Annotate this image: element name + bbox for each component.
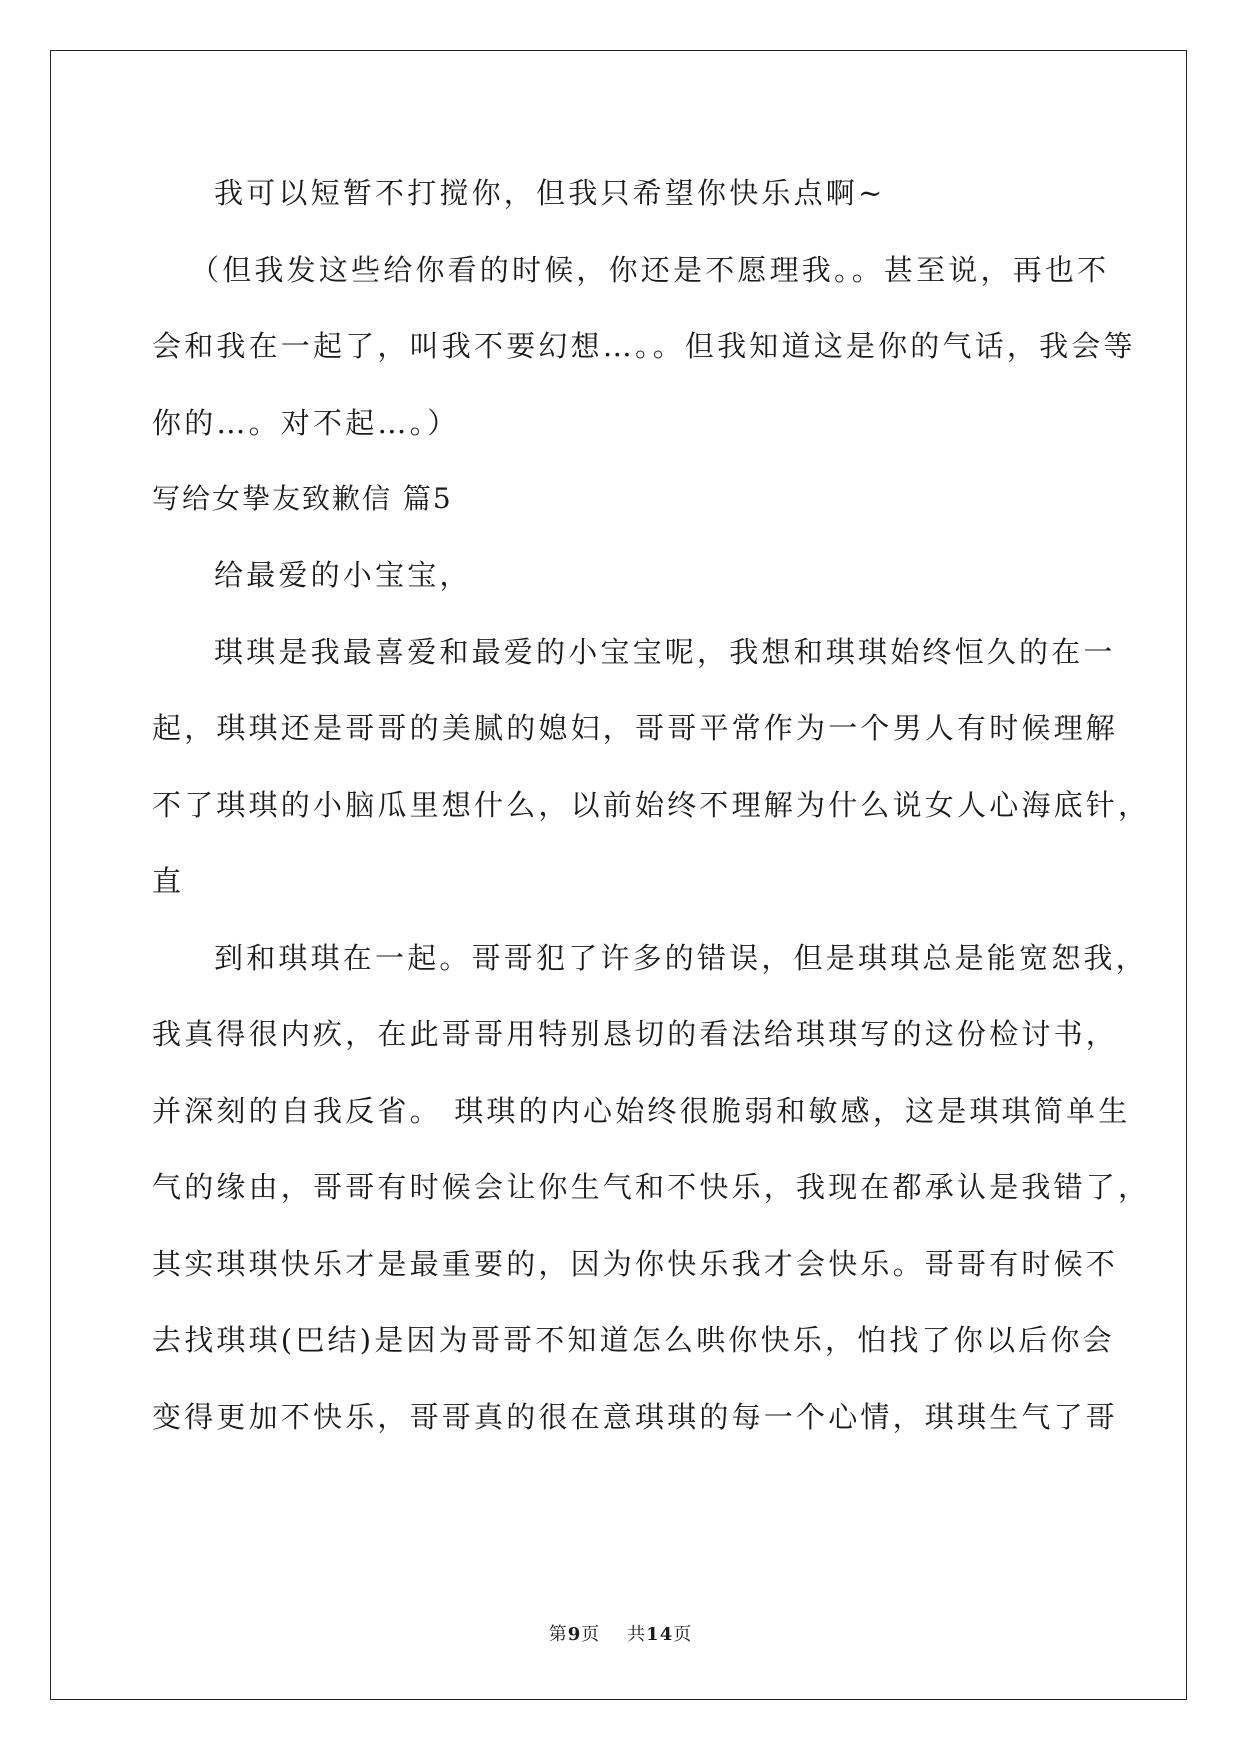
paragraph-line: 其实琪琪快乐才是最重要的，因为你快乐我才会快乐。哥哥有时候不 bbox=[152, 1247, 1119, 1281]
paragraph-line: 我可以短暂不打搅你，但我只希望你快乐点啊~ bbox=[214, 176, 886, 210]
total-suffix: 页 bbox=[673, 1624, 693, 1645]
salutation: 给最爱的小宝宝， bbox=[214, 558, 472, 592]
paragraph-line: 直 bbox=[152, 864, 185, 898]
paragraph-line: 琪琪是我最喜爱和最爱的小宝宝呢，我想和琪琪始终恒久的在一 bbox=[214, 635, 1116, 669]
page-prefix: 第 bbox=[548, 1624, 568, 1645]
paragraph-line: 气的缘由，哥哥有时候会让你生气和不快乐，我现在都承认是我错了， bbox=[152, 1170, 1151, 1204]
paragraph-line: 变得更加不快乐，哥哥真的很在意琪琪的每一个心情，琪琪生气了哥 bbox=[152, 1400, 1119, 1434]
page-suffix: 页 bbox=[581, 1624, 601, 1645]
total-prefix: 共 bbox=[627, 1624, 647, 1645]
paragraph-line: 不了琪琪的小脑瓜里想什么，以前始终不理解为什么说女人心海底针， bbox=[152, 788, 1151, 822]
page-footer bbox=[0, 1624, 1241, 1646]
paragraph-line: 会和我在一起了，叫我不要幻想…。。但我知道这是你的气话，我会等 bbox=[152, 329, 1136, 363]
total-pages: 14 bbox=[646, 1624, 674, 1645]
page-number: 9 bbox=[567, 1624, 582, 1645]
paragraph-line: 并深刻的自我反省。 琪琪的内心始终很脆弱和敏感，这是琪琪简单生 bbox=[152, 1094, 1131, 1128]
section-heading: 写给女挚友致歉信 篇5 bbox=[152, 482, 453, 515]
paragraph-line: 起，琪琪还是哥哥的美腻的媳妇，哥哥平常作为一个男人有时候理解 bbox=[152, 711, 1119, 745]
paragraph-line: 你的…。对不起…。） bbox=[152, 406, 460, 440]
paragraph-line: （但我发这些给你看的时候，你还是不愿理我。。甚至说，再也不 bbox=[190, 253, 1110, 287]
paragraph-line: 到和琪琪在一起。哥哥犯了许多的错误，但是琪琪总是能宽恕我， bbox=[214, 941, 1148, 975]
paragraph-line: 去找琪琪(巴结)是因为哥哥不知道怎么哄你快乐，怕找了你以后你会 bbox=[152, 1323, 1115, 1357]
paragraph-line: 我真得很内疚，在此哥哥用特别恳切的看法给琪琪写的这份检讨书， bbox=[152, 1017, 1119, 1051]
page-border bbox=[50, 50, 1187, 1700]
